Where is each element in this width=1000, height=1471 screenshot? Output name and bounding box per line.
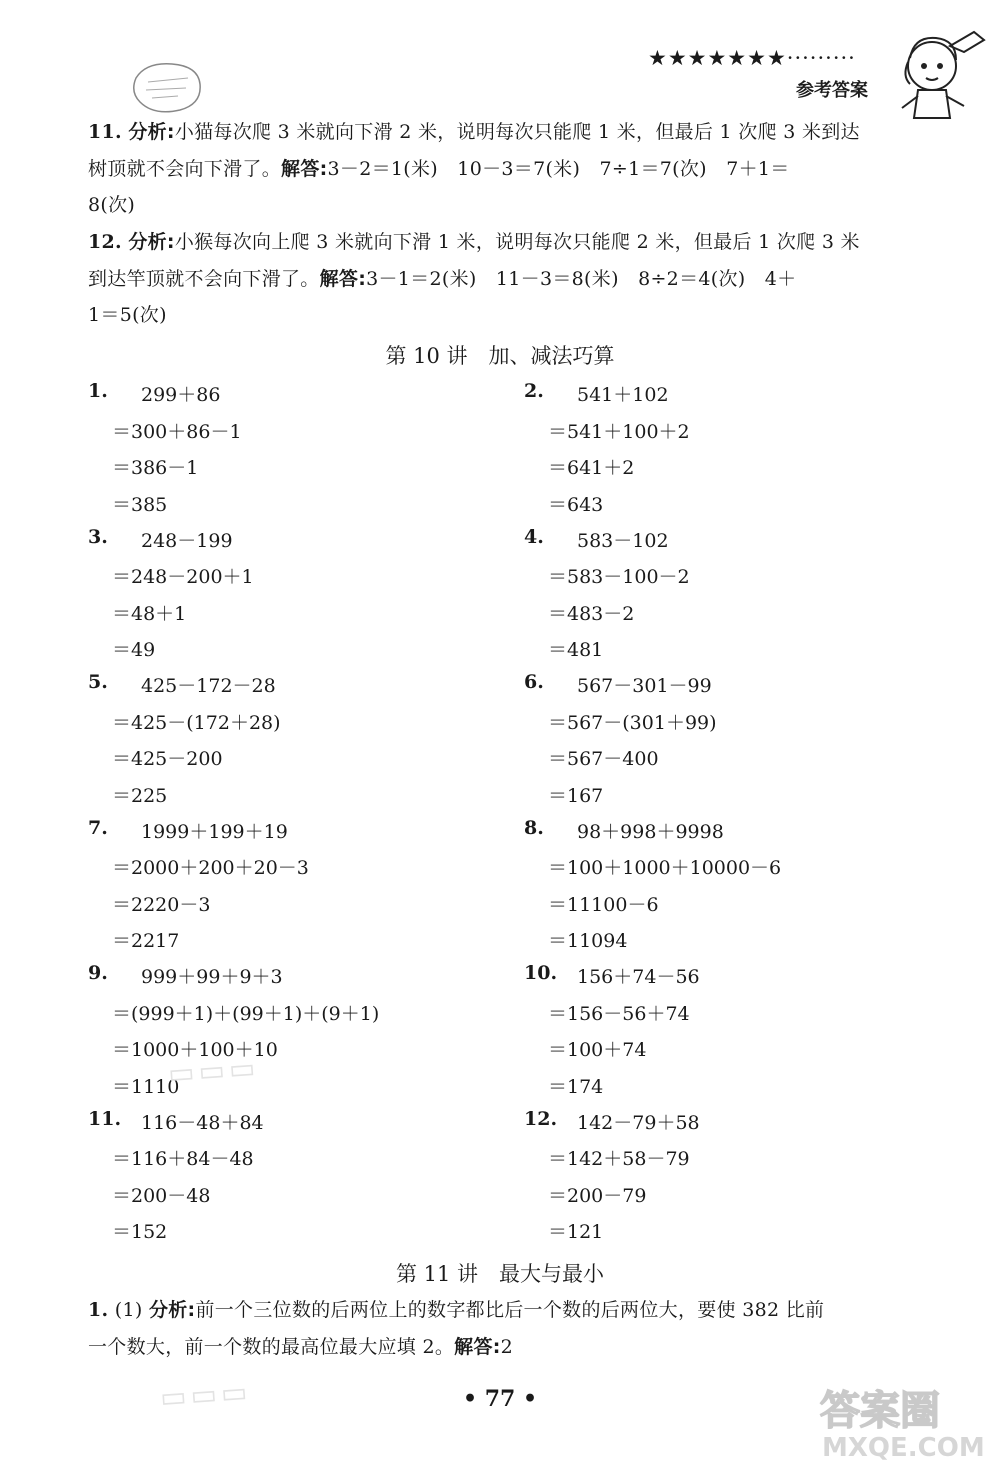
section-11-line-2	[88, 1329, 888, 1366]
problem-number: 1.	[88, 380, 108, 402]
equation-line: ＝386－1	[112, 457, 199, 479]
watermark-text-1: 答案圈	[820, 1388, 940, 1434]
solution-label: 解答:	[319, 267, 367, 290]
answer-11-text-2b: 3－2＝1(米) 10－3＝7(米) 7÷1＝7(次) 7＋1＝	[327, 157, 790, 180]
equation-line: 999＋99＋9＋3	[122, 966, 283, 988]
equation-line: ＝425－200	[112, 748, 223, 770]
equation-line: 583－102	[558, 529, 669, 552]
equation-line: ＝2000＋200＋20－3	[112, 857, 309, 879]
answer-12	[88, 224, 888, 334]
equation-line: 425－172－28	[122, 675, 276, 697]
section-11-text-1: 前一个三位数的后两位上的数字都比后一个数的后两位大，要使 382 比前	[195, 1299, 825, 1321]
equation-line: ＝142＋58－79	[548, 1148, 690, 1170]
equation-line: 541＋102	[558, 384, 669, 406]
equation-line: ＝152	[112, 1221, 168, 1243]
header-title: 参考答案	[796, 80, 868, 101]
equation-line: ＝1000＋100＋10	[112, 1039, 278, 1061]
cartoon-girl-icon	[884, 24, 994, 124]
equation-line: ＝583－100－2	[548, 566, 690, 588]
rating-stars: ★★★★★★★·········	[648, 46, 856, 70]
faint-stamp-mark: ▭▭▭	[166, 1050, 261, 1091]
equation-line: ＝174	[548, 1075, 604, 1098]
analysis-label: 分析:	[148, 1299, 196, 1321]
problem-number: 4.	[524, 525, 544, 548]
equation-line: ＝541＋100＋2	[548, 420, 690, 443]
equation-line: 116－48＋84	[122, 1111, 264, 1134]
answer-11-line-2	[88, 151, 888, 188]
problem-number: 2.	[524, 380, 544, 402]
equation-line: ＝567－(301＋99)	[548, 711, 717, 734]
equation-line: ＝225	[112, 784, 168, 807]
answer-12-text-2b: 3－1＝2(米) 11－3＝8(米) 8÷2＝4(次) 4＋	[366, 267, 797, 290]
problem-number: 9.	[88, 962, 108, 984]
stamp-icon	[128, 58, 206, 116]
answer-11-text-1: 小猫每次爬 3 米就向下滑 2 米，说明每次只能爬 1 米，但最后 1 次爬 3 米到达	[174, 121, 860, 143]
analysis-label: 分析:	[128, 121, 175, 143]
equation-line: ＝483－2	[548, 602, 635, 625]
problem-number: 6.	[524, 671, 544, 693]
equation-line: ＝100＋1000＋10000－6	[548, 857, 782, 879]
answer-12-line-1	[88, 224, 888, 261]
equation-line: ＝200－79	[548, 1184, 647, 1207]
answer-11-line-1	[88, 114, 888, 151]
equation-line: ＝481	[548, 639, 604, 661]
equation-line: 248－199	[122, 529, 233, 552]
answer-11-text-2a: 树顶就不会向下滑了。	[88, 157, 282, 180]
equation-line: 567－301－99	[558, 675, 712, 697]
equation-line: ＝100＋74	[548, 1039, 647, 1061]
section-11-number: 1.	[88, 1299, 109, 1321]
answer-12-text-2a: 到达竿顶就不会向下滑了。	[88, 267, 320, 290]
equation-line: ＝49	[112, 639, 156, 661]
equation-line: ＝121	[548, 1221, 604, 1243]
section-11-sub: (1)	[114, 1299, 143, 1321]
equation-line: ＝385	[112, 493, 168, 516]
section-11-text-2a: 一个数大，前一个数的最高位最大应填 2。	[88, 1335, 455, 1358]
section-11-text-2b: 2	[500, 1335, 514, 1358]
equation-line: ＝156－56＋74	[548, 1002, 690, 1025]
answer-11	[88, 114, 888, 224]
equation-line: ＝300＋86－1	[112, 420, 242, 443]
analysis-label: 分析:	[128, 231, 175, 253]
equation-line: ＝167	[548, 784, 604, 807]
section-11-line-1	[88, 1292, 888, 1329]
answer-12-number: 12.	[88, 231, 122, 253]
equation-line: ＝11094	[548, 930, 628, 952]
equation-line: ＝248－200＋1	[112, 566, 254, 588]
answer-11-number: 11.	[88, 121, 122, 143]
equation-line: ＝48＋1	[112, 602, 187, 625]
answer-12-line-2	[88, 261, 888, 298]
problem-number: 5.	[88, 671, 108, 693]
section-10-title: 第 10 讲 加、减法巧算	[385, 344, 615, 368]
problem-number: 12.	[524, 1107, 558, 1130]
section-11-answer-1	[88, 1292, 888, 1365]
problem-number: 11.	[88, 1107, 122, 1130]
equation-line: ＝567－400	[548, 748, 659, 770]
equation-line: 299＋86	[122, 384, 221, 406]
equation-line: ＝2220－3	[112, 893, 211, 916]
page-header	[0, 0, 1000, 130]
equation-line: ＝2217	[112, 930, 180, 952]
equation-line: ＝425－(172＋28)	[112, 711, 281, 734]
answer-12-text-1: 小猴每次向上爬 3 米就向下滑 1 米，说明每次只能爬 2 米，但最后 1 次爬 3 米	[174, 231, 860, 253]
section-11-title: 第 11 讲 最大与最小	[395, 1262, 605, 1286]
equation-line: ＝11100－6	[548, 893, 659, 916]
page-number: • 77 •	[462, 1386, 538, 1412]
equation-line: ＝200－48	[112, 1184, 211, 1207]
equation-line: ＝643	[548, 493, 604, 516]
watermark-logo	[800, 1382, 990, 1462]
watermark-text-2: MXQE.COM	[822, 1433, 985, 1462]
problem-number: 3.	[88, 525, 108, 548]
equation-line: ＝1110	[112, 1075, 180, 1098]
answer-12-line-3: 1＝5(次)	[88, 304, 167, 326]
problem-number: 7.	[88, 816, 108, 839]
equation-line: 98＋998＋9998	[558, 820, 724, 843]
equation-line: 142－79＋58	[558, 1111, 700, 1134]
problem-number: 8.	[524, 816, 544, 839]
faint-stamp-mark: ▭▭▭	[158, 1374, 253, 1415]
equation-line: ＝(999＋1)＋(99＋1)＋(9＋1)	[112, 1002, 380, 1025]
equation-line: 1999＋199＋19	[122, 820, 288, 843]
solution-label: 解答:	[281, 157, 328, 180]
problem-number: 10.	[524, 962, 558, 984]
equation-line: 156＋74－56	[558, 966, 700, 988]
equation-line: ＝116＋84－48	[112, 1148, 254, 1170]
solution-label: 解答:	[454, 1335, 501, 1358]
answer-11-line-3: 8(次)	[88, 194, 136, 216]
equation-line: ＝641＋2	[548, 457, 635, 479]
